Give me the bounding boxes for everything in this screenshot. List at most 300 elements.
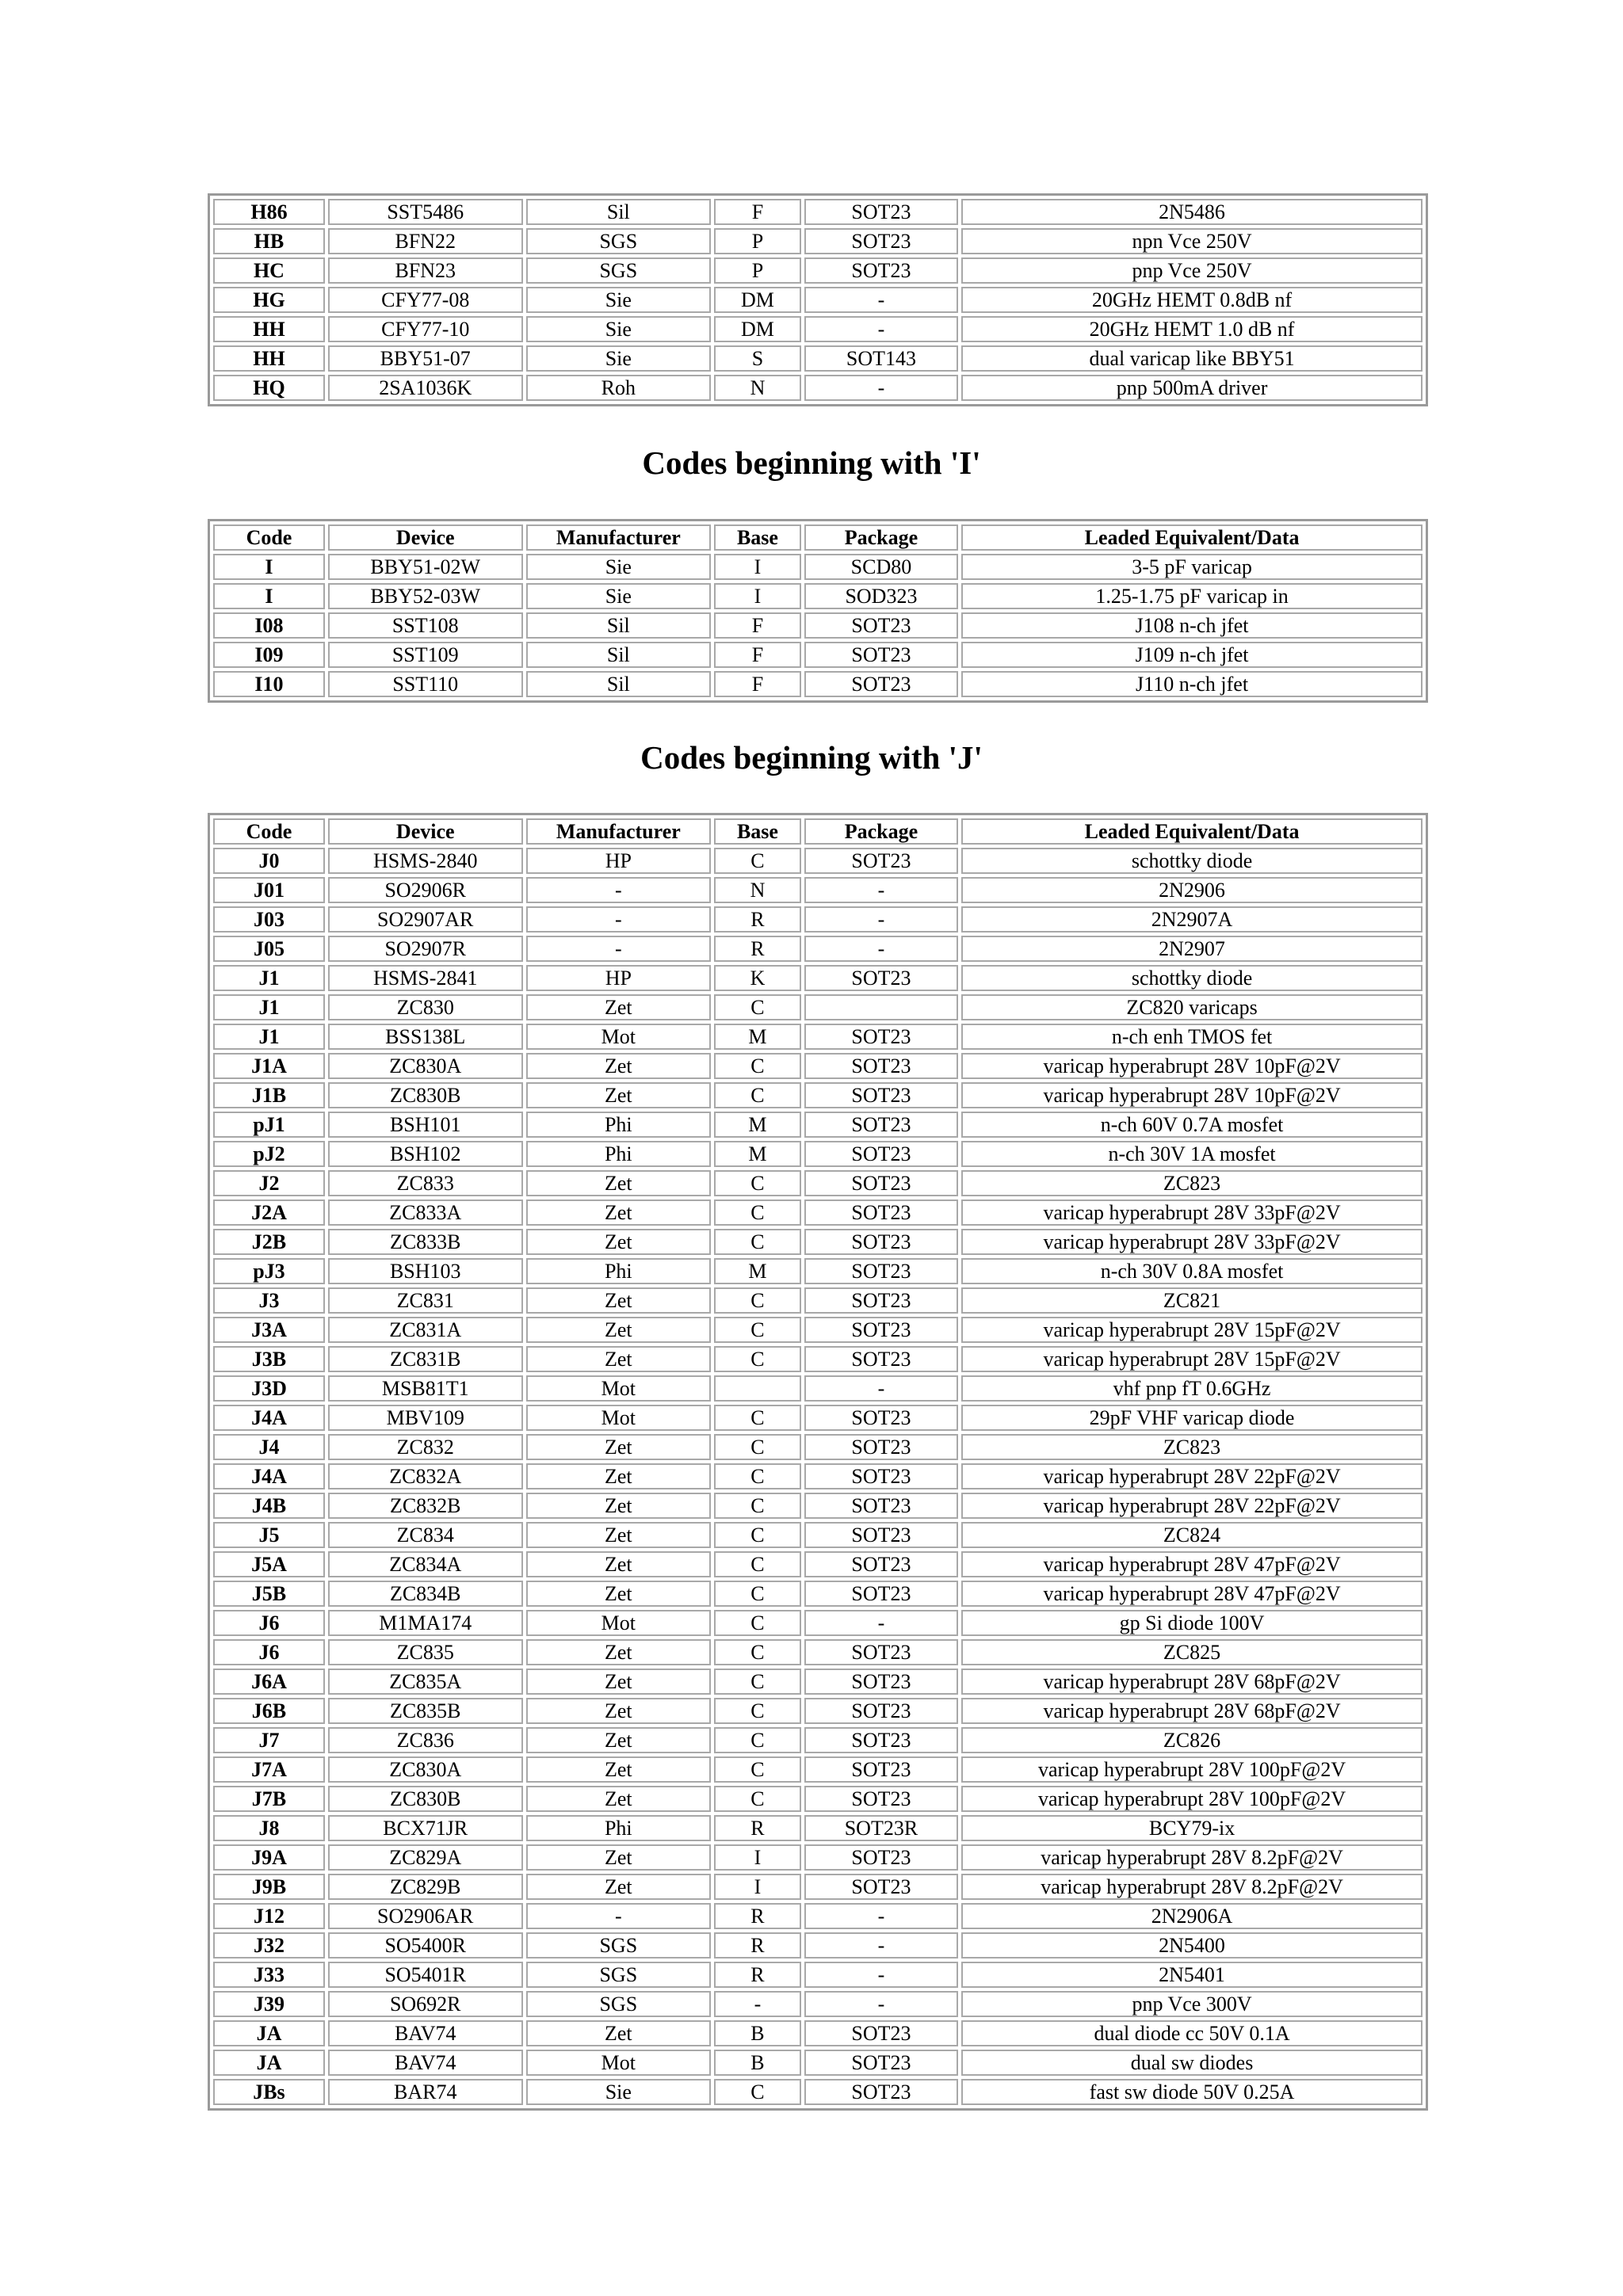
cell-manufacturer: Sie xyxy=(526,345,712,372)
cell-manufacturer: Sil xyxy=(526,642,712,668)
cell-package xyxy=(804,994,958,1020)
table-row xyxy=(213,1815,1423,1841)
cell-package: SOT23 xyxy=(804,1141,958,1167)
table-row xyxy=(213,1463,1423,1489)
column-header-manufacturer: Manufacturer xyxy=(526,818,712,845)
cell-device: ZC831A xyxy=(328,1317,523,1343)
table-row xyxy=(213,1844,1423,1871)
cell-code: HQ xyxy=(213,375,325,401)
cell-package: - xyxy=(804,375,958,401)
cell-code: J1 xyxy=(213,994,325,1020)
cell-code: I xyxy=(213,583,325,609)
cell-manufacturer: Sie xyxy=(526,287,712,313)
cell-package: SOT23 xyxy=(804,199,958,225)
cell-data: J109 n-ch jfet xyxy=(961,642,1423,668)
table-row xyxy=(213,1053,1423,1079)
cell-data: varicap hyperabrupt 28V 33pF@2V xyxy=(961,1229,1423,1255)
cell-device: ZC830B xyxy=(328,1786,523,1812)
cell-manufacturer: Phi xyxy=(526,1258,712,1284)
table-row xyxy=(213,2050,1423,2076)
cell-package: SOT23 xyxy=(804,1258,958,1284)
table-row xyxy=(213,1082,1423,1108)
cell-code: J1 xyxy=(213,965,325,991)
cell-data: varicap hyperabrupt 28V 100pF@2V xyxy=(961,1786,1423,1812)
table-row xyxy=(213,965,1423,991)
cell-code: I09 xyxy=(213,642,325,668)
cell-manufacturer: Zet xyxy=(526,1756,712,1783)
cell-device: SST5486 xyxy=(328,199,523,225)
cell-code: J5B xyxy=(213,1581,325,1607)
cell-code: J39 xyxy=(213,1991,325,2017)
cell-data: fast sw diode 50V 0.25A xyxy=(961,2079,1423,2105)
table-row xyxy=(213,1610,1423,1636)
cell-base: C xyxy=(714,1199,801,1226)
cell-package: SCD80 xyxy=(804,554,958,580)
cell-data: 20GHz HEMT 1.0 dB nf xyxy=(961,316,1423,342)
cell-manufacturer: HP xyxy=(526,965,712,991)
cell-data: varicap hyperabrupt 28V 8.2pF@2V xyxy=(961,1844,1423,1871)
column-header-data: Leaded Equivalent/Data xyxy=(961,818,1423,845)
cell-code: pJ2 xyxy=(213,1141,325,1167)
cell-package: - xyxy=(804,1610,958,1636)
cell-manufacturer: Mot xyxy=(526,1375,712,1402)
cell-base: DM xyxy=(714,316,801,342)
table-row xyxy=(213,257,1423,284)
cell-package: - xyxy=(804,316,958,342)
table-row xyxy=(213,1287,1423,1314)
cell-device: BSS138L xyxy=(328,1024,523,1050)
cell-base: I xyxy=(714,554,801,580)
cell-code: J01 xyxy=(213,877,325,903)
cell-code: HG xyxy=(213,287,325,313)
cell-code: J5 xyxy=(213,1522,325,1548)
cell-manufacturer: Zet xyxy=(526,1727,712,1753)
table-row xyxy=(213,1991,1423,2017)
cell-code: J6 xyxy=(213,1639,325,1665)
cell-base: C xyxy=(714,1786,801,1812)
cell-device: ZC830A xyxy=(328,1053,523,1079)
cell-manufacturer: Zet xyxy=(526,1874,712,1900)
cell-package: SOT23 xyxy=(804,2020,958,2046)
cell-manufacturer: Zet xyxy=(526,1844,712,1871)
cell-manufacturer: Mot xyxy=(526,2050,712,2076)
cell-code: J7B xyxy=(213,1786,325,1812)
cell-device: BSH102 xyxy=(328,1141,523,1167)
cell-code: J5A xyxy=(213,1551,325,1577)
cell-data: 2N5400 xyxy=(961,1932,1423,1958)
cell-package: SOT23 xyxy=(804,1874,958,1900)
cell-manufacturer: Zet xyxy=(526,1434,712,1460)
cell-device: ZC833A xyxy=(328,1199,523,1226)
cell-device: ZC834B xyxy=(328,1581,523,1607)
cell-data: ZC823 xyxy=(961,1170,1423,1196)
cell-base: C xyxy=(714,1346,801,1372)
table-row xyxy=(213,583,1423,609)
cell-package: SOT23 xyxy=(804,1844,958,1871)
cell-data: varicap hyperabrupt 28V 47pF@2V xyxy=(961,1581,1423,1607)
cell-device: BBY51-02W xyxy=(328,554,523,580)
cell-device: BSH101 xyxy=(328,1112,523,1138)
cell-data: ZC823 xyxy=(961,1434,1423,1460)
cell-manufacturer: SGS xyxy=(526,228,712,254)
cell-base: C xyxy=(714,1727,801,1753)
table-row xyxy=(213,642,1423,668)
cell-base: R xyxy=(714,906,801,933)
table-row xyxy=(213,1258,1423,1284)
cell-base: R xyxy=(714,1932,801,1958)
cell-package: SOT23 xyxy=(804,2050,958,2076)
table-row xyxy=(213,287,1423,313)
cell-data: gp Si diode 100V xyxy=(961,1610,1423,1636)
cell-code: HH xyxy=(213,345,325,372)
cell-device: HSMS-2840 xyxy=(328,848,523,874)
table-row xyxy=(213,375,1423,401)
table-row xyxy=(213,1141,1423,1167)
cell-code: J6B xyxy=(213,1698,325,1724)
cell-data: 20GHz HEMT 0.8dB nf xyxy=(961,287,1423,313)
cell-data: varicap hyperabrupt 28V 68pF@2V xyxy=(961,1669,1423,1695)
cell-device: ZC835B xyxy=(328,1698,523,1724)
cell-data: 1.25-1.75 pF varicap in xyxy=(961,583,1423,609)
cell-device: ZC832A xyxy=(328,1463,523,1489)
cell-code: J9B xyxy=(213,1874,325,1900)
cell-device: SO5401R xyxy=(328,1962,523,1988)
cell-device: SO692R xyxy=(328,1991,523,2017)
column-header-device: Device xyxy=(328,818,523,845)
cell-base: F xyxy=(714,612,801,639)
cell-manufacturer: Zet xyxy=(526,1551,712,1577)
cell-data: pnp Vce 250V xyxy=(961,257,1423,284)
cell-package: - xyxy=(804,1932,958,1958)
cell-code: J33 xyxy=(213,1962,325,1988)
cell-data: 2N5401 xyxy=(961,1962,1423,1988)
cell-base: C xyxy=(714,1082,801,1108)
table-row xyxy=(213,1199,1423,1226)
cell-package: SOT23 xyxy=(804,1112,958,1138)
cell-base: N xyxy=(714,375,801,401)
cell-device: ZC835 xyxy=(328,1639,523,1665)
cell-manufacturer: Zet xyxy=(526,1287,712,1314)
cell-package: SOT23 xyxy=(804,612,958,639)
cell-base: P xyxy=(714,228,801,254)
cell-code: J4 xyxy=(213,1434,325,1460)
table-row xyxy=(213,1375,1423,1402)
cell-device: ZC835A xyxy=(328,1669,523,1695)
table-row xyxy=(213,1932,1423,1958)
cell-package: SOT23 xyxy=(804,2079,958,2105)
cell-device: CFY77-10 xyxy=(328,316,523,342)
cell-code: J6A xyxy=(213,1669,325,1695)
cell-package: SOD323 xyxy=(804,583,958,609)
cell-base: C xyxy=(714,1493,801,1519)
cell-base: M xyxy=(714,1024,801,1050)
cell-package: SOT23 xyxy=(804,1024,958,1050)
cell-manufacturer: Phi xyxy=(526,1112,712,1138)
cell-base: C xyxy=(714,848,801,874)
cell-data: varicap hyperabrupt 28V 10pF@2V xyxy=(961,1053,1423,1079)
cell-manufacturer: Zet xyxy=(526,1639,712,1665)
cell-device: ZC830A xyxy=(328,1756,523,1783)
cell-base: C xyxy=(714,1639,801,1665)
cell-device: BAV74 xyxy=(328,2050,523,2076)
cell-base: F xyxy=(714,642,801,668)
cell-package: SOT23 xyxy=(804,1199,958,1226)
cell-package: SOT23 xyxy=(804,1551,958,1577)
cell-base: I xyxy=(714,1874,801,1900)
cell-package: - xyxy=(804,1962,958,1988)
cell-code: I10 xyxy=(213,671,325,697)
cell-device: BFN22 xyxy=(328,228,523,254)
codes-table-i xyxy=(208,519,1428,703)
cell-base: C xyxy=(714,1317,801,1343)
table-row xyxy=(213,1669,1423,1695)
cell-device: BCX71JR xyxy=(328,1815,523,1841)
cell-device: ZC830 xyxy=(328,994,523,1020)
table-row xyxy=(213,1112,1423,1138)
cell-code: J1A xyxy=(213,1053,325,1079)
cell-package: SOT23 xyxy=(804,257,958,284)
table-row xyxy=(213,1024,1423,1050)
cell-code: J03 xyxy=(213,906,325,933)
table-row xyxy=(213,877,1423,903)
cell-data: varicap hyperabrupt 28V 8.2pF@2V xyxy=(961,1874,1423,1900)
cell-base: B xyxy=(714,2050,801,2076)
cell-data: pnp Vce 300V xyxy=(961,1991,1423,2017)
cell-base: - xyxy=(714,1991,801,2017)
cell-data: dual varicap like BBY51 xyxy=(961,345,1423,372)
cell-code: J12 xyxy=(213,1903,325,1929)
cell-package: SOT23 xyxy=(804,671,958,697)
codes-table-j xyxy=(208,813,1428,2111)
cell-package: - xyxy=(804,936,958,962)
cell-device: BBY51-07 xyxy=(328,345,523,372)
cell-base: C xyxy=(714,1229,801,1255)
table-row xyxy=(213,936,1423,962)
cell-manufacturer: Zet xyxy=(526,1493,712,1519)
cell-manufacturer: - xyxy=(526,906,712,933)
cell-code: HH xyxy=(213,316,325,342)
cell-package: SOT23 xyxy=(804,1082,958,1108)
cell-manufacturer: Zet xyxy=(526,1317,712,1343)
table-header-row xyxy=(213,524,1423,551)
cell-base: I xyxy=(714,1844,801,1871)
cell-device: ZC829A xyxy=(328,1844,523,1871)
cell-code: J7A xyxy=(213,1756,325,1783)
cell-package: - xyxy=(804,877,958,903)
table-row xyxy=(213,2020,1423,2046)
cell-manufacturer: Zet xyxy=(526,2020,712,2046)
cell-code: pJ1 xyxy=(213,1112,325,1138)
cell-base: C xyxy=(714,1756,801,1783)
cell-manufacturer: - xyxy=(526,877,712,903)
cell-data: ZC824 xyxy=(961,1522,1423,1548)
cell-device: ZC831 xyxy=(328,1287,523,1314)
cell-base: C xyxy=(714,1405,801,1431)
cell-device: BFN23 xyxy=(328,257,523,284)
cell-base: R xyxy=(714,936,801,962)
cell-code: J05 xyxy=(213,936,325,962)
cell-package: SOT23 xyxy=(804,965,958,991)
table-row xyxy=(213,1756,1423,1783)
table-row xyxy=(213,1581,1423,1607)
table-header-row xyxy=(213,818,1423,845)
cell-base: B xyxy=(714,2020,801,2046)
cell-manufacturer: Roh xyxy=(526,375,712,401)
cell-manufacturer: Zet xyxy=(526,1698,712,1724)
column-header-code: Code xyxy=(213,524,325,551)
cell-device: BAR74 xyxy=(328,2079,523,2105)
column-header-base: Base xyxy=(714,818,801,845)
column-header-base: Base xyxy=(714,524,801,551)
table-row xyxy=(213,1170,1423,1196)
cell-package: SOT143 xyxy=(804,345,958,372)
cell-data: pnp 500mA driver xyxy=(961,375,1423,401)
cell-manufacturer: - xyxy=(526,1903,712,1929)
cell-code: J4A xyxy=(213,1463,325,1489)
cell-manufacturer: Zet xyxy=(526,1199,712,1226)
cell-package: - xyxy=(804,287,958,313)
cell-package: SOT23 xyxy=(804,1493,958,1519)
table-row xyxy=(213,1727,1423,1753)
cell-manufacturer: Sil xyxy=(526,671,712,697)
cell-package: - xyxy=(804,1903,958,1929)
cell-device: ZC832B xyxy=(328,1493,523,1519)
cell-device: ZC834A xyxy=(328,1551,523,1577)
cell-code: J7 xyxy=(213,1727,325,1753)
cell-package: SOT23 xyxy=(804,1669,958,1695)
cell-package: - xyxy=(804,906,958,933)
cell-code: J1 xyxy=(213,1024,325,1050)
cell-manufacturer: Zet xyxy=(526,1463,712,1489)
cell-device: MSB81T1 xyxy=(328,1375,523,1402)
cell-package: SOT23 xyxy=(804,1053,958,1079)
cell-data: J108 n-ch jfet xyxy=(961,612,1423,639)
column-header-code: Code xyxy=(213,818,325,845)
cell-package: SOT23 xyxy=(804,642,958,668)
cell-code: J3A xyxy=(213,1317,325,1343)
cell-manufacturer: Zet xyxy=(526,1346,712,1372)
cell-code: HC xyxy=(213,257,325,284)
cell-base: C xyxy=(714,1581,801,1607)
cell-data: 2N2907A xyxy=(961,906,1423,933)
cell-manufacturer: Phi xyxy=(526,1815,712,1841)
cell-base: M xyxy=(714,1258,801,1284)
table-row xyxy=(213,906,1423,933)
cell-manufacturer: Sie xyxy=(526,316,712,342)
table-row xyxy=(213,1522,1423,1548)
cell-data: schottky diode xyxy=(961,965,1423,991)
cell-code: J0 xyxy=(213,848,325,874)
cell-base: C xyxy=(714,1669,801,1695)
cell-manufacturer: - xyxy=(526,936,712,962)
cell-data: npn Vce 250V xyxy=(961,228,1423,254)
cell-manufacturer: Zet xyxy=(526,1229,712,1255)
table-row xyxy=(213,612,1423,639)
cell-manufacturer: Mot xyxy=(526,1610,712,1636)
cell-code: J9A xyxy=(213,1844,325,1871)
cell-manufacturer: SGS xyxy=(526,257,712,284)
cell-data: dual sw diodes xyxy=(961,2050,1423,2076)
cell-data: varicap hyperabrupt 28V 22pF@2V xyxy=(961,1493,1423,1519)
cell-code: JBs xyxy=(213,2079,325,2105)
table-row xyxy=(213,1551,1423,1577)
cell-code: J1B xyxy=(213,1082,325,1108)
cell-package: - xyxy=(804,1375,958,1402)
cell-device: BAV74 xyxy=(328,2020,523,2046)
table-row xyxy=(213,345,1423,372)
cell-data: 2N5486 xyxy=(961,199,1423,225)
cell-device: ZC832 xyxy=(328,1434,523,1460)
section-title-j: Codes beginning with 'J' xyxy=(640,739,983,776)
cell-code: pJ3 xyxy=(213,1258,325,1284)
cell-manufacturer: SGS xyxy=(526,1962,712,1988)
cell-data: 2N2907 xyxy=(961,936,1423,962)
cell-data: n-ch 30V 1A mosfet xyxy=(961,1141,1423,1167)
cell-package: SOT23 xyxy=(804,1434,958,1460)
cell-manufacturer: Zet xyxy=(526,1669,712,1695)
cell-base: F xyxy=(714,199,801,225)
cell-package: SOT23 xyxy=(804,1405,958,1431)
cell-data: varicap hyperabrupt 28V 10pF@2V xyxy=(961,1082,1423,1108)
cell-device: ZC829B xyxy=(328,1874,523,1900)
cell-data: 2N2906 xyxy=(961,877,1423,903)
cell-package: SOT23 xyxy=(804,1786,958,1812)
cell-manufacturer: Phi xyxy=(526,1141,712,1167)
cell-base: R xyxy=(714,1815,801,1841)
table-row xyxy=(213,994,1423,1020)
column-header-device: Device xyxy=(328,524,523,551)
cell-code: H86 xyxy=(213,199,325,225)
cell-manufacturer: Zet xyxy=(526,1786,712,1812)
cell-data: schottky diode xyxy=(961,848,1423,874)
cell-data: ZC821 xyxy=(961,1287,1423,1314)
cell-package: SOT23 xyxy=(804,1229,958,1255)
cell-code: J2A xyxy=(213,1199,325,1226)
cell-device: SST108 xyxy=(328,612,523,639)
cell-base: F xyxy=(714,671,801,697)
cell-data: varicap hyperabrupt 28V 15pF@2V xyxy=(961,1317,1423,1343)
cell-base: N xyxy=(714,877,801,903)
cell-manufacturer: Mot xyxy=(526,1405,712,1431)
cell-data: n-ch enh TMOS fet xyxy=(961,1024,1423,1050)
column-header-data: Leaded Equivalent/Data xyxy=(961,524,1423,551)
table-row xyxy=(213,1229,1423,1255)
cell-base: C xyxy=(714,1522,801,1548)
cell-manufacturer: Zet xyxy=(526,1082,712,1108)
cell-package: SOT23 xyxy=(804,228,958,254)
cell-manufacturer: Mot xyxy=(526,1024,712,1050)
table-row xyxy=(213,554,1423,580)
cell-manufacturer: Sie xyxy=(526,554,712,580)
cell-base: C xyxy=(714,1053,801,1079)
cell-code: J4A xyxy=(213,1405,325,1431)
table-row xyxy=(213,1698,1423,1724)
cell-package: SOT23 xyxy=(804,1581,958,1607)
cell-device: MBV109 xyxy=(328,1405,523,1431)
cell-data: n-ch 60V 0.7A mosfet xyxy=(961,1112,1423,1138)
cell-data: n-ch 30V 0.8A mosfet xyxy=(961,1258,1423,1284)
cell-base: C xyxy=(714,1698,801,1724)
cell-manufacturer: Zet xyxy=(526,1581,712,1607)
table-row xyxy=(213,228,1423,254)
cell-device: SO2907AR xyxy=(328,906,523,933)
cell-package: SOT23 xyxy=(804,848,958,874)
cell-device: ZC833B xyxy=(328,1229,523,1255)
cell-data: varicap hyperabrupt 28V 100pF@2V xyxy=(961,1756,1423,1783)
cell-base: P xyxy=(714,257,801,284)
cell-data: dual diode cc 50V 0.1A xyxy=(961,2020,1423,2046)
table-row xyxy=(213,1786,1423,1812)
